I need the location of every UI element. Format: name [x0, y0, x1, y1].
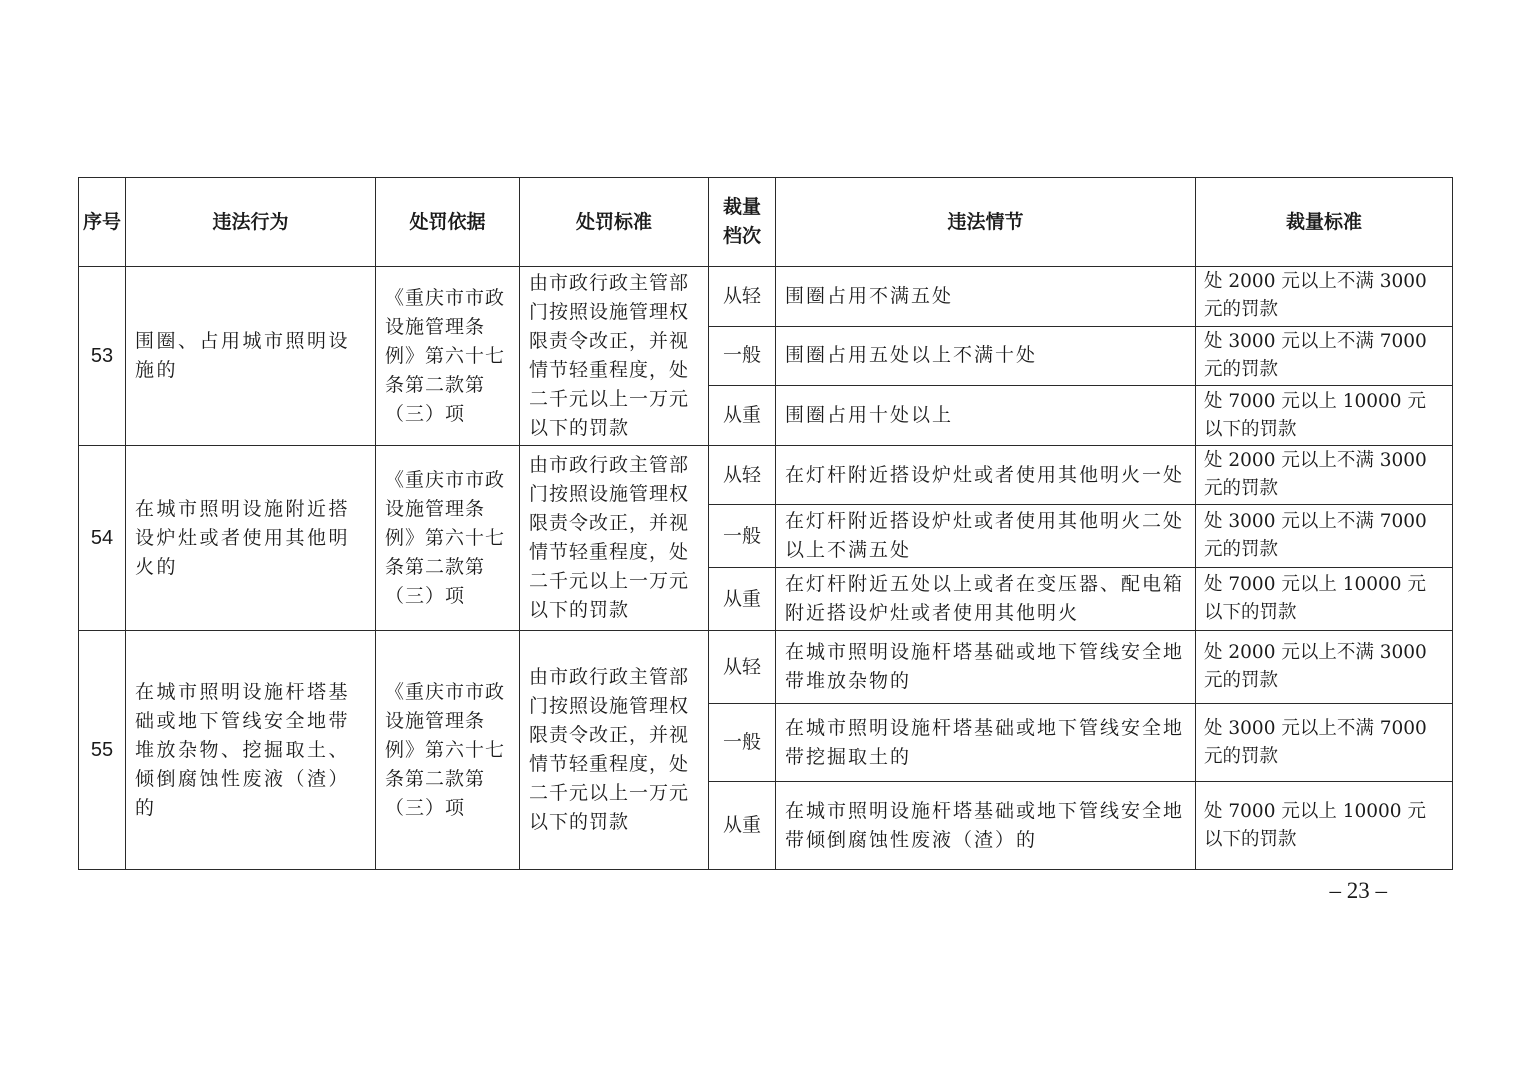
discretion-standard: 处 2000 元以上不满 3000 元的罚款: [1196, 267, 1453, 327]
circumstance: 在灯杆附近搭设炉灶或者使用其他明火一处: [776, 446, 1196, 505]
discretion-standard: 处 3000 元以上不满 7000 元的罚款: [1196, 326, 1453, 386]
discretion-standard: 处 3000 元以上不满 7000 元的罚款: [1196, 505, 1453, 568]
table-row: [79, 631, 1453, 704]
violation-behavior: 围圈、占用城市照明设施的: [126, 267, 376, 446]
circumstance: 围圈占用不满五处: [776, 267, 1196, 327]
header-discretion-level: 裁量档次: [709, 178, 776, 267]
discretion-standard: 处 2000 元以上不满 3000 元的罚款: [1196, 446, 1453, 505]
penalty-standard: 由市政行政主管部门按照设施管理权限责令改正，并视情节轻重程度，处二千元以上一万元以下的罚款: [520, 267, 709, 446]
discretion-standard: 处 7000 元以上 10000 元以下的罚款: [1196, 568, 1453, 631]
page-number: – 23 –: [1329, 878, 1387, 903]
row-number: 54: [79, 446, 126, 631]
circumstance: 围圈占用五处以上不满十处: [776, 326, 1196, 386]
discretion-level: 从轻: [709, 631, 776, 704]
discretion-level: 从轻: [709, 267, 776, 327]
circumstance: 在灯杆附近五处以上或者在变压器、配电箱附近搭设炉灶或者使用其他明火: [776, 568, 1196, 631]
discretion-standard: 处 3000 元以上不满 7000 元的罚款: [1196, 704, 1453, 782]
discretion-level: 从重: [709, 782, 776, 870]
discretion-standard: 处 7000 元以上 10000 元以下的罚款: [1196, 386, 1453, 446]
discretion-level: 从重: [709, 386, 776, 446]
discretion-standard: 处 7000 元以上 10000 元以下的罚款: [1196, 782, 1453, 870]
penalty-discretion-table: [78, 177, 1453, 870]
circumstance: 在城市照明设施杆塔基础或地下管线安全地带挖掘取土的: [776, 704, 1196, 782]
legal-basis: 《重庆市市政设施管理条例》第六十七条第二款第（三）项: [376, 631, 520, 870]
violation-behavior: 在城市照明设施附近搭设炉灶或者使用其他明火的: [126, 446, 376, 631]
header-circumstance: 违法情节: [776, 178, 1196, 267]
header-discretion-standard: 裁量标准: [1196, 178, 1453, 267]
header-penalty-standard: 处罚标准: [520, 178, 709, 267]
circumstance: 在城市照明设施杆塔基础或地下管线安全地带堆放杂物的: [776, 631, 1196, 704]
discretion-level: 一般: [709, 704, 776, 782]
header-violation: 违法行为: [126, 178, 376, 267]
legal-basis: 《重庆市市政设施管理条例》第六十七条第二款第（三）项: [376, 446, 520, 631]
legal-basis: 《重庆市市政设施管理条例》第六十七条第二款第（三）项: [376, 267, 520, 446]
row-number: 55: [79, 631, 126, 870]
discretion-level: 一般: [709, 326, 776, 386]
table-row: [79, 446, 1453, 505]
violation-behavior: 在城市照明设施杆塔基础或地下管线安全地带堆放杂物、挖掘取土、倾倒腐蚀性废液（渣）的: [126, 631, 376, 870]
circumstance: 在城市照明设施杆塔基础或地下管线安全地带倾倒腐蚀性废液（渣）的: [776, 782, 1196, 870]
discretion-level: 一般: [709, 505, 776, 568]
discretion-level: 从重: [709, 568, 776, 631]
table-row: [79, 267, 1453, 327]
circumstance: 围圈占用十处以上: [776, 386, 1196, 446]
discretion-level: 从轻: [709, 446, 776, 505]
discretion-standard: 处 2000 元以上不满 3000 元的罚款: [1196, 631, 1453, 704]
penalty-standard: 由市政行政主管部门按照设施管理权限责令改正，并视情节轻重程度，处二千元以上一万元以下的罚款: [520, 631, 709, 870]
penalty-standard: 由市政行政主管部门按照设施管理权限责令改正，并视情节轻重程度，处二千元以上一万元以下的罚款: [520, 446, 709, 631]
circumstance: 在灯杆附近搭设炉灶或者使用其他明火二处以上不满五处: [776, 505, 1196, 568]
table-header-row: [79, 178, 1453, 267]
header-legal-basis: 处罚依据: [376, 178, 520, 267]
header-seq: 序号: [79, 178, 126, 267]
row-number: 53: [79, 267, 126, 446]
